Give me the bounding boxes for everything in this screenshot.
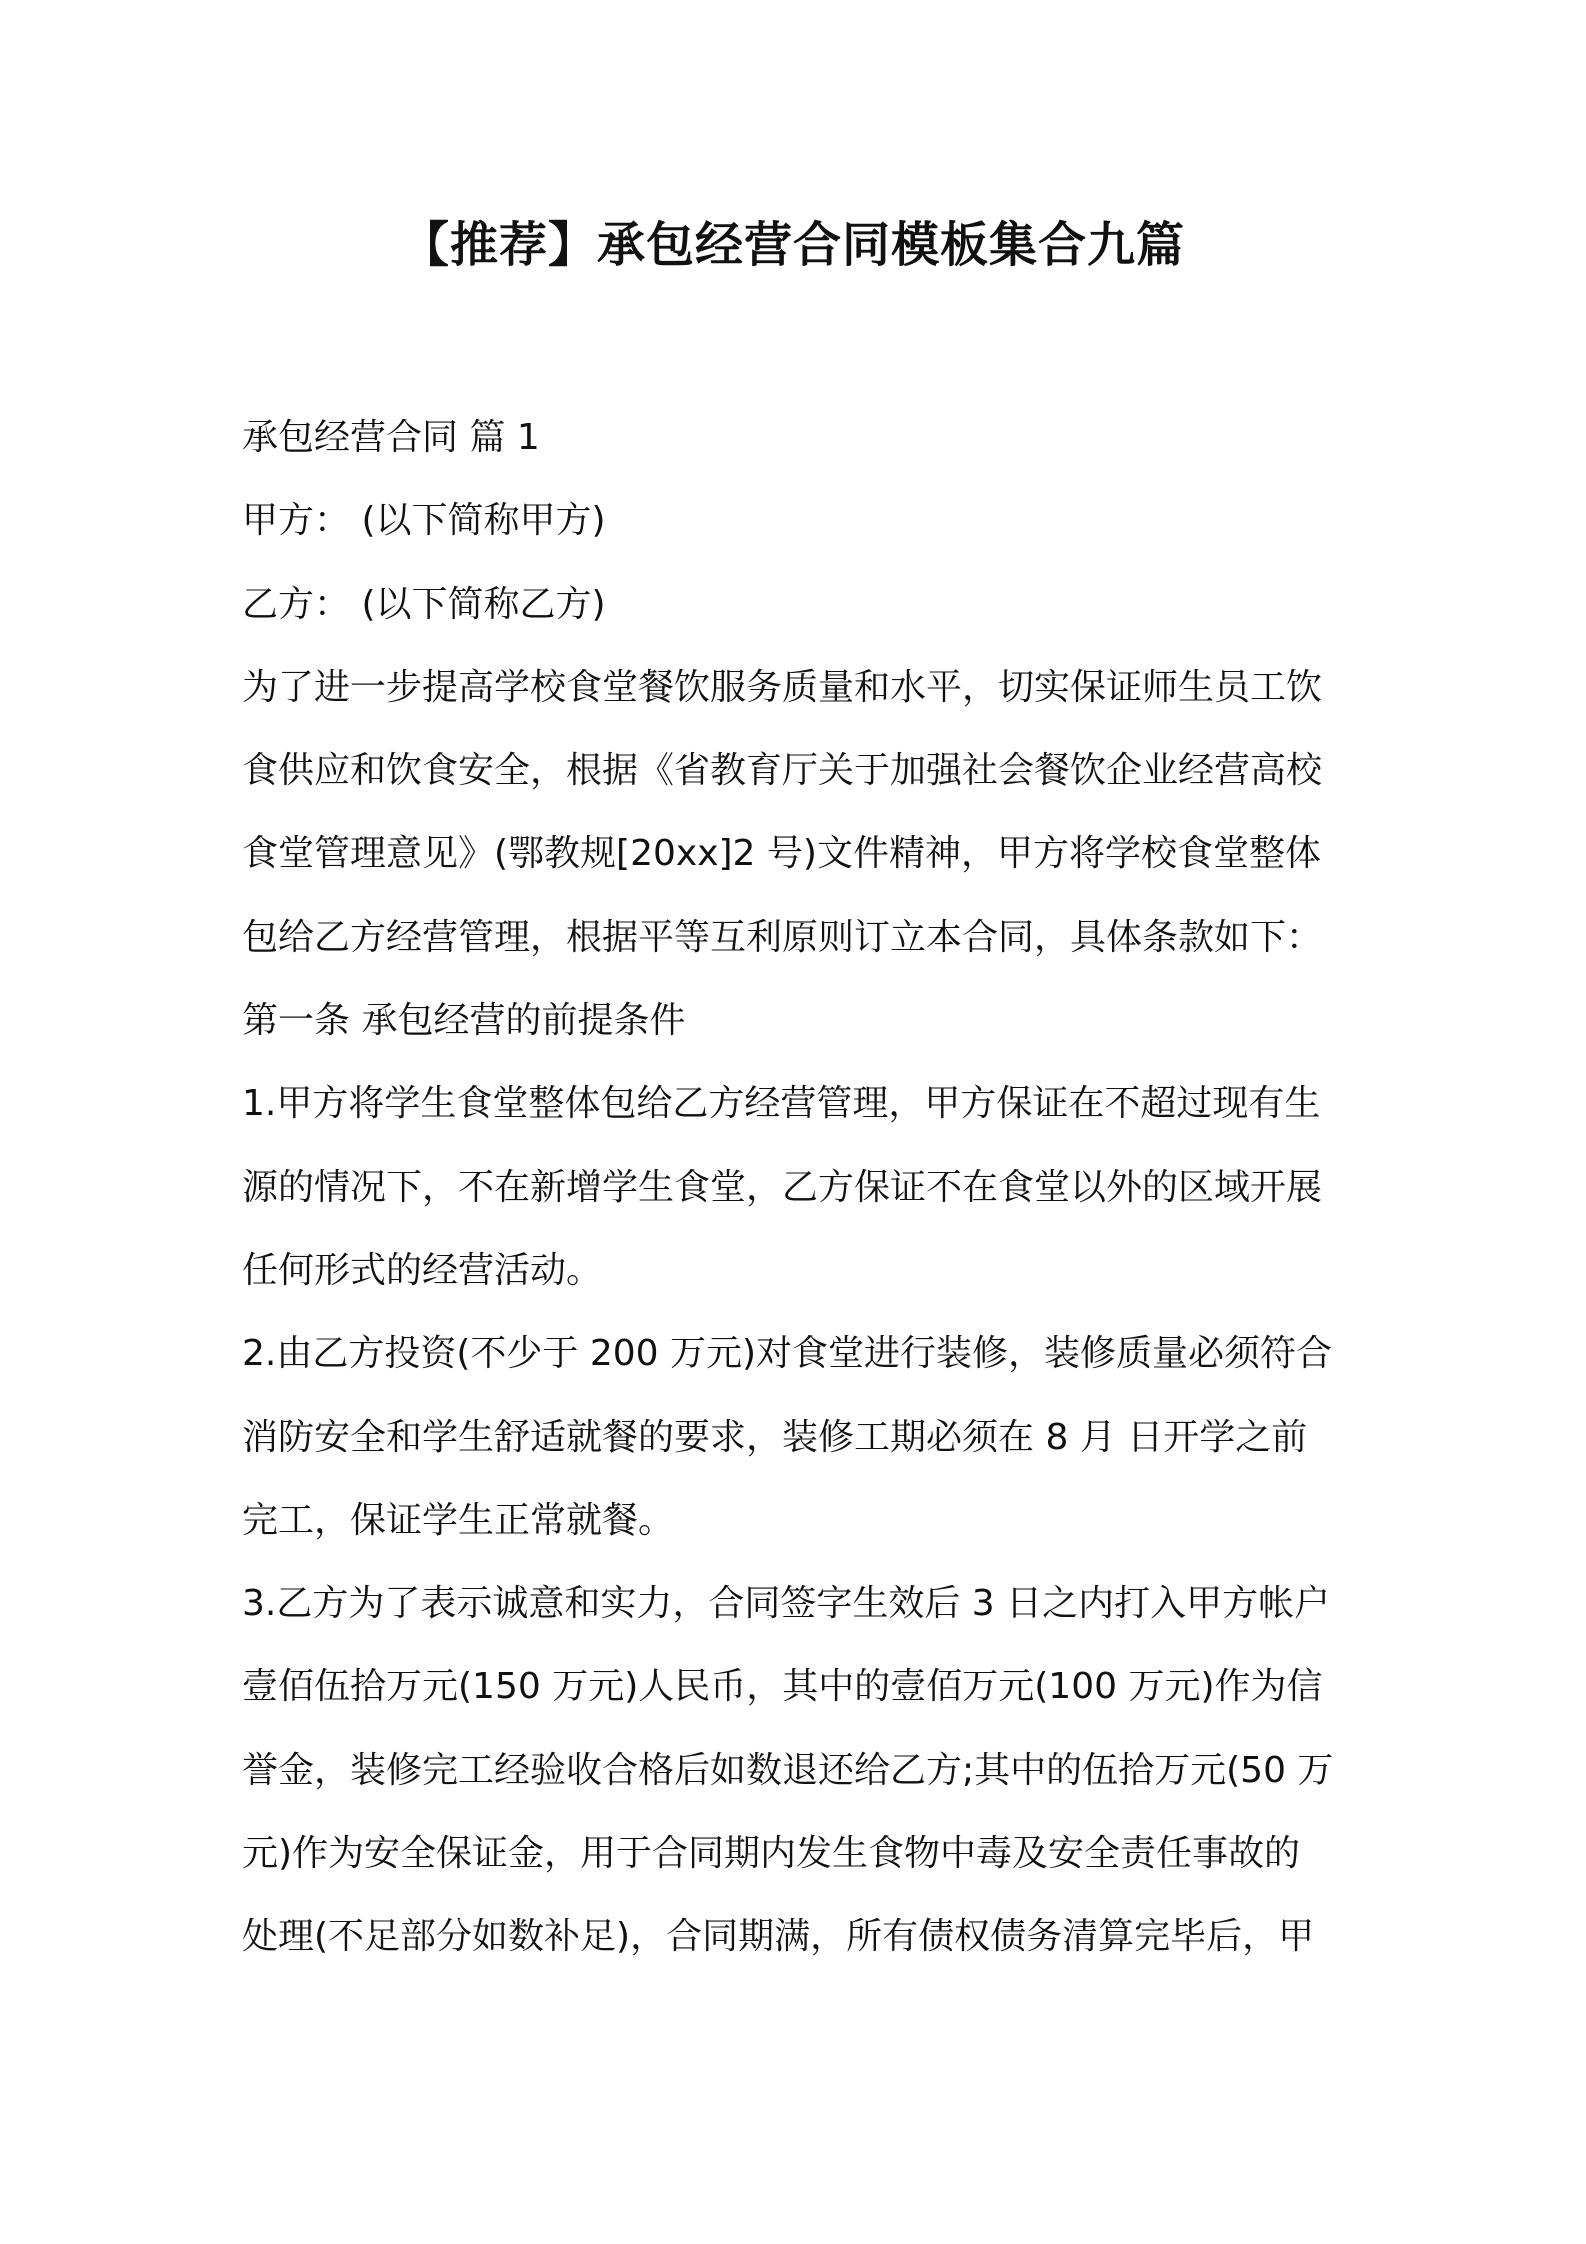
preamble-line-4: 包给乙方经营管理，根据平等互利原则订立本合同，具体条款如下： — [242, 916, 1323, 958]
section-heading-contract-1: 承包经营合同 篇 1 — [242, 417, 540, 458]
preamble-line-2: 食供应和饮食安全，根据《省教育厅关于加强社会餐饮企业经营高校 — [242, 750, 1323, 792]
clause-3-line-5: 处理(不足部分如数补足)，合同期满，所有债权债务清算完毕后，甲 — [242, 1916, 1315, 1958]
clause-1-line-3: 任何形式的经营活动。 — [242, 1249, 603, 1291]
clause-1-line-1: 1.甲方将学生食堂整体包给乙方经营管理，甲方保证在不超过现有生 — [242, 1083, 1321, 1125]
clause-1-line-2: 源的情况下，不在新增学生食堂，乙方保证不在食堂以外的区域开展 — [242, 1166, 1323, 1208]
preamble-line-1: 为了进一步提高学校食堂餐饮服务质量和水平，切实保证师生员工饮 — [242, 666, 1323, 708]
preamble-line-3: 食堂管理意见》(鄂教规[20xx]2 号)文件精神，甲方将学校食堂整体 — [242, 833, 1321, 875]
clause-3-line-2: 壹佰伍拾万元(150 万元)人民币，其中的壹佰万元(100 万元)作为信 — [242, 1666, 1323, 1708]
party-b-line: 乙方： (以下简称乙方) — [242, 583, 606, 625]
clause-2-line-3: 完工，保证学生正常就餐。 — [242, 1499, 675, 1541]
party-a-line: 甲方： (以下简称甲方) — [242, 500, 606, 542]
clause-3-line-1: 3.乙方为了表示诚意和实力，合同签字生效后 3 日之内打入甲方帐户 — [242, 1583, 1331, 1625]
document-title: 【推荐】承包经营合同模板集合九篇 — [400, 217, 1185, 273]
document-body — [242, 396, 1362, 1979]
article-1-heading: 第一条 承包经营的前提条件 — [242, 1000, 686, 1042]
clause-2-line-1: 2.由乙方投资(不少于 200 万元)对食堂进行装修，装修质量必须符合 — [242, 1333, 1333, 1375]
clause-2-line-2: 消防安全和学生舒适就餐的要求，装修工期必须在 8 月 日开学之前 — [242, 1416, 1308, 1458]
clause-3-line-3: 誉金，装修完工经验收合格后如数退还给乙方;其中的伍拾万元(50 万 — [242, 1749, 1334, 1791]
clause-3-line-4: 元)作为安全保证金，用于合同期内发生食物中毒及安全责任事故的 — [242, 1833, 1301, 1875]
